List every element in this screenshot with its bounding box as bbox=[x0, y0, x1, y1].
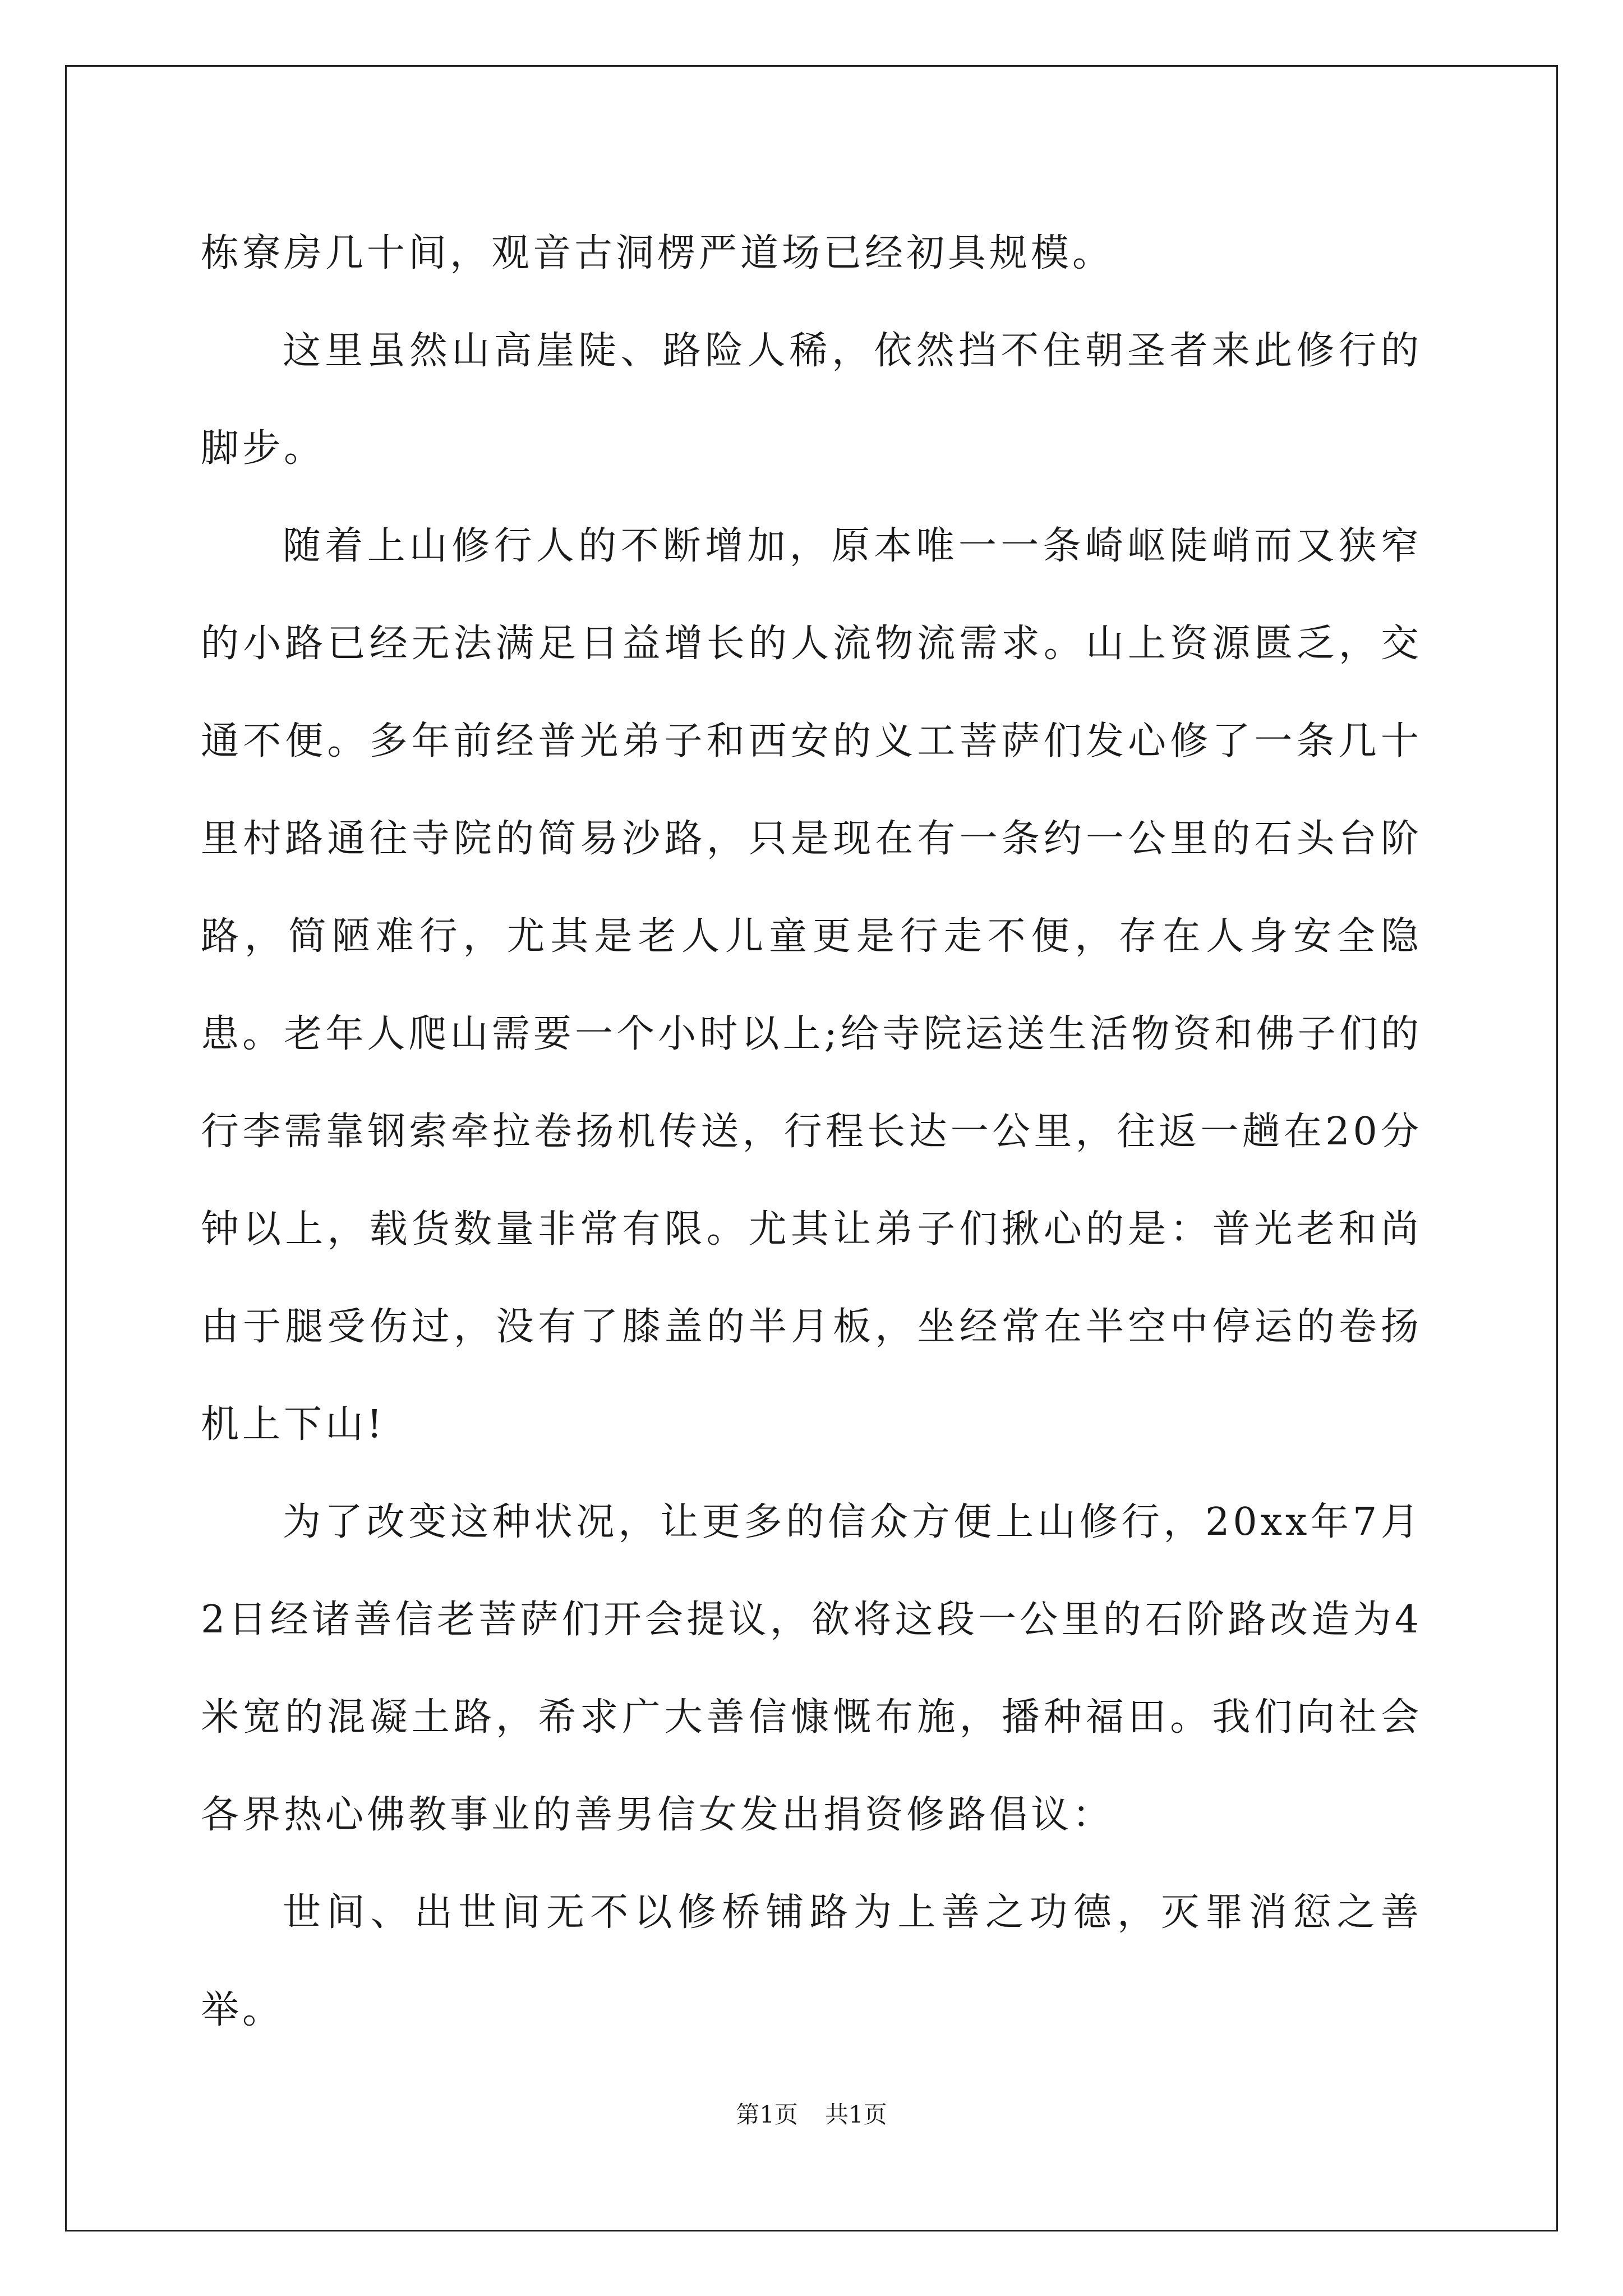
paragraph: 世间、出世间无不以修桥铺路为上善之功德，灭罪消愆之善举。 bbox=[201, 1890, 1422, 2032]
document-body bbox=[201, 205, 1422, 2059]
paragraph: 随着上山修行人的不断增加，原本唯一一条崎岖陡峭而又狭窄的小路已经无法满足日益增长的人流物流需求。山上资源匮乏，交通不便。多年前经普光弟子和西安的义工菩萨们发心修了一条几十里村路通往寺院的简易沙路，只是现在有一条约一公里的石头台阶路，简陋难行，尤其是老人儿童更是行走不便，存在人身安全隐患。老年人爬山需要一个小时以上;给寺院运送生活物资和佛子们的行李需靠钢索牵拉卷扬机传送，行程长达一公里，往返一趟在20分钟以上，载货数量非常有限。尤其让弟子们揪心的是：普光老和尚由于腿受伤过，没有了膝盖的半月板，坐经常在半空中停运的卷扬机上下山! bbox=[201, 524, 1422, 1447]
paragraph: 为了改变这种状况，让更多的信众方便上山修行，20xx年7月2日经诸善信老菩萨们开会提议，欲将这段一公里的石阶路改造为4米宽的混凝土路，希求广大善信慷慨布施，播种福田。我们向社会各界热心佛教事业的善男信女发出捐资修路倡议： bbox=[201, 1500, 1422, 1837]
paragraph: 这里虽然山高崖陡、路险人稀，依然挡不住朝圣者来此修行的脚步。 bbox=[201, 329, 1422, 471]
page-footer bbox=[0, 2098, 1623, 2132]
paragraph: 栋寮房几十间，观音古洞楞严道场已经初具规模。 bbox=[201, 231, 1114, 275]
page-number-total: 共1页 bbox=[825, 2101, 887, 2128]
page-number-current: 第1页 bbox=[736, 2101, 798, 2128]
